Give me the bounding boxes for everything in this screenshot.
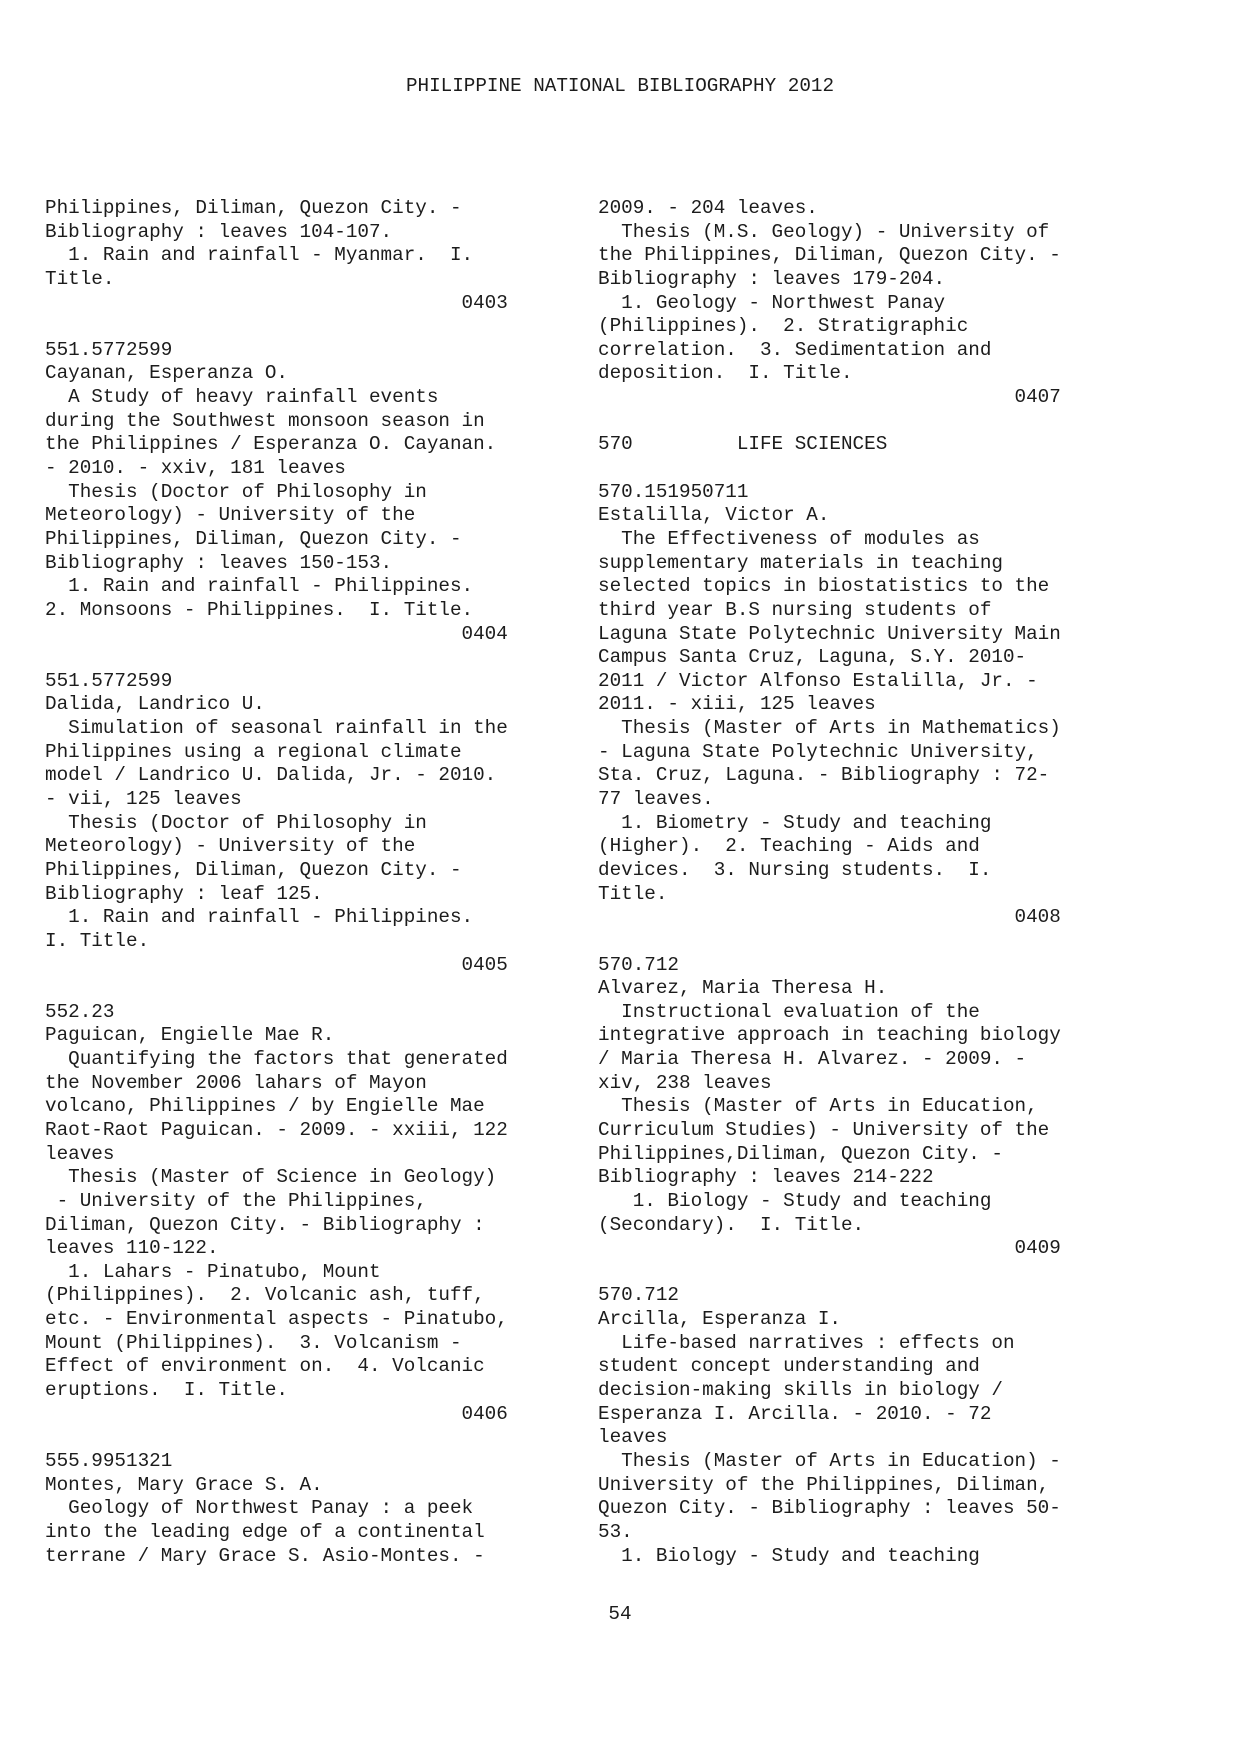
text-line: 77 leaves. bbox=[598, 788, 714, 811]
text-line: Thesis (M.S. Geology) - University of bbox=[598, 220, 1050, 243]
text-line: 0405 bbox=[45, 953, 508, 976]
text-line: devices. 3. Nursing students. I. bbox=[598, 858, 992, 881]
text-line: volcano, Philippines / by Engielle Mae bbox=[45, 1095, 485, 1118]
text-line: - vii, 125 leaves bbox=[45, 788, 242, 811]
text-line: third year B.S nursing students of bbox=[598, 598, 992, 621]
text-line: 1. Biometry - Study and teaching bbox=[598, 811, 992, 834]
text-line: terrane / Mary Grace S. Asio-Montes. - bbox=[45, 1544, 485, 1567]
text-line: 2011. - xiii, 125 leaves bbox=[598, 693, 876, 716]
text-line: I. Title. bbox=[45, 929, 150, 952]
text-line: 0403 bbox=[45, 291, 508, 314]
text-line: Thesis (Master of Arts in Mathematics) bbox=[598, 717, 1061, 740]
text-line: The Effectiveness of modules as bbox=[598, 527, 980, 550]
text-line: Esperanza I. Arcilla. - 2010. - 72 bbox=[598, 1402, 992, 1425]
text-line: Bibliography : leaves 104-107. bbox=[45, 220, 393, 243]
text-line: Bibliography : leaves 214-222 bbox=[598, 1166, 934, 1189]
text-line: Philippines, Diliman, Quezon City. - bbox=[45, 527, 462, 550]
text-line: eruptions. I. Title. bbox=[45, 1379, 288, 1402]
text-line: 551.5772599 bbox=[45, 669, 173, 692]
text-line: integrative approach in teaching biology bbox=[598, 1024, 1061, 1047]
text-line: Laguna State Polytechnic University Main bbox=[598, 622, 1061, 645]
text-line: selected topics in biostatistics to the bbox=[598, 575, 1050, 598]
text-line: Sta. Cruz, Laguna. - Bibliography : 72- bbox=[598, 764, 1050, 787]
text-line: (Philippines). 2. Stratigraphic bbox=[598, 315, 969, 338]
text-line: Bibliography : leaves 150-153. bbox=[45, 551, 393, 574]
text-line: 2011 / Victor Alfonso Estalilla, Jr. - bbox=[598, 669, 1038, 692]
text-line: leaves bbox=[45, 1142, 115, 1165]
text-line: Cayanan, Esperanza O. bbox=[45, 362, 288, 385]
text-line bbox=[45, 315, 565, 339]
text-line: etc. - Environmental aspects - Pinatubo, bbox=[45, 1308, 508, 1331]
text-line: 0404 bbox=[45, 622, 508, 645]
text-line: Instructional evaluation of the bbox=[598, 1000, 980, 1023]
text-line: Thesis (Master of Arts in Education, bbox=[598, 1095, 1038, 1118]
text-line bbox=[598, 1261, 1118, 1285]
text-line: leaves 110-122. bbox=[45, 1237, 219, 1260]
text-line: xiv, 238 leaves bbox=[598, 1071, 772, 1094]
text-line: supplementary materials in teaching bbox=[598, 551, 1003, 574]
left-column bbox=[45, 197, 565, 1568]
text-line: 0409 bbox=[598, 1237, 1061, 1260]
text-line: Alvarez, Maria Theresa H. bbox=[598, 977, 888, 1000]
text-line: 1. Biology - Study and teaching bbox=[598, 1189, 992, 1212]
page-number: 54 bbox=[608, 1603, 632, 1625]
text-line bbox=[45, 1426, 565, 1450]
text-line: Campus Santa Cruz, Laguna, S.Y. 2010- bbox=[598, 646, 1027, 669]
text-line: Thesis (Master of Science in Geology) bbox=[45, 1166, 497, 1189]
text-line: decision-making skills in biology / bbox=[598, 1379, 1003, 1402]
text-line: 1. Biology - Study and teaching bbox=[598, 1544, 980, 1567]
text-line bbox=[598, 457, 1118, 481]
text-line bbox=[598, 930, 1118, 954]
text-line: the Philippines, Diliman, Quezon City. - bbox=[598, 244, 1061, 267]
text-line: Philippines, Diliman, Quezon City. - bbox=[45, 858, 462, 881]
text-line: Geology of Northwest Panay : a peek bbox=[45, 1497, 474, 1520]
text-line: 551.5772599 bbox=[45, 338, 173, 361]
text-line: Title. bbox=[598, 882, 668, 905]
text-line: Raot-Raot Paguican. - 2009. - xxiii, 122 bbox=[45, 1118, 508, 1141]
text-line: (Higher). 2. Teaching - Aids and bbox=[598, 835, 980, 858]
text-line: - University of the Philippines, bbox=[45, 1189, 427, 1212]
text-line: - 2010. - xxiv, 181 leaves bbox=[45, 457, 346, 480]
text-line: 570.712 bbox=[598, 1284, 679, 1307]
text-line: Meteorology) - University of the bbox=[45, 835, 416, 858]
text-line: (Philippines). 2. Volcanic ash, tuff, bbox=[45, 1284, 485, 1307]
text-line: correlation. 3. Sedimentation and bbox=[598, 338, 992, 361]
text-line: Montes, Mary Grace S. A. bbox=[45, 1473, 323, 1496]
text-line: 570 LIFE SCIENCES bbox=[598, 433, 888, 456]
text-line: Thesis (Master of Arts in Education) - bbox=[598, 1449, 1061, 1472]
text-line: Philippines, Diliman, Quezon City. - bbox=[45, 197, 462, 219]
text-line: Dalida, Landrico U. bbox=[45, 693, 265, 716]
text-line: 570.151950711 bbox=[598, 480, 749, 503]
text-line: the Philippines / Esperanza O. Cayanan. bbox=[45, 433, 497, 456]
text-line: University of the Philippines, Diliman, bbox=[598, 1473, 1050, 1496]
text-line: Thesis (Doctor of Philosophy in bbox=[45, 480, 427, 503]
text-line bbox=[598, 410, 1118, 434]
text-line: Estalilla, Victor A. bbox=[598, 504, 830, 527]
text-line: 2. Monsoons - Philippines. I. Title. bbox=[45, 598, 474, 621]
text-line: Quezon City. - Bibliography : leaves 50- bbox=[598, 1497, 1061, 1520]
text-line: 1. Rain and rainfall - Myanmar. I. bbox=[45, 244, 474, 267]
text-line: Meteorology) - University of the bbox=[45, 504, 416, 527]
text-line: 2009. - 204 leaves. bbox=[598, 197, 818, 219]
text-line: 570.712 bbox=[598, 953, 679, 976]
text-line: Philippines,Diliman, Quezon City. - bbox=[598, 1142, 1003, 1165]
text-line: into the leading edge of a continental bbox=[45, 1520, 485, 1543]
text-line bbox=[45, 977, 565, 1001]
text-line: Diliman, Quezon City. - Bibliography : bbox=[45, 1213, 485, 1236]
text-line: Bibliography : leaves 179-204. bbox=[598, 267, 946, 290]
right-column bbox=[598, 197, 1118, 1568]
text-line: Arcilla, Esperanza I. bbox=[598, 1308, 841, 1331]
text-line: Philippines using a regional climate bbox=[45, 740, 462, 763]
text-line: 53. bbox=[598, 1520, 633, 1543]
text-line: (Secondary). I. Title. bbox=[598, 1213, 865, 1236]
text-line: Life-based narratives : effects on bbox=[598, 1331, 1015, 1354]
text-line: Mount (Philippines). 3. Volcanism - bbox=[45, 1331, 462, 1354]
text-line: model / Landrico U. Dalida, Jr. - 2010. bbox=[45, 764, 497, 787]
text-line: leaves bbox=[598, 1426, 668, 1449]
text-line: 1. Rain and rainfall - Philippines. bbox=[45, 906, 474, 929]
text-line: 555.9951321 bbox=[45, 1449, 173, 1472]
text-line: deposition. I. Title. bbox=[598, 362, 853, 385]
text-line: Title. bbox=[45, 267, 115, 290]
text-line: Paguican, Engielle Mae R. bbox=[45, 1024, 335, 1047]
text-line: 1. Lahars - Pinatubo, Mount bbox=[45, 1260, 381, 1283]
text-line: Quantifying the factors that generated bbox=[45, 1048, 508, 1071]
text-line: during the Southwest monsoon season in bbox=[45, 409, 485, 432]
text-line: - Laguna State Polytechnic University, bbox=[598, 740, 1038, 763]
text-line: Bibliography : leaf 125. bbox=[45, 882, 323, 905]
text-line: / Maria Theresa H. Alvarez. - 2009. - bbox=[598, 1048, 1027, 1071]
text-line bbox=[45, 646, 565, 670]
text-line: 1. Geology - Northwest Panay bbox=[598, 291, 946, 314]
text-line: the November 2006 lahars of Mayon bbox=[45, 1071, 427, 1094]
text-line: student concept understanding and bbox=[598, 1355, 980, 1378]
text-line: 0406 bbox=[45, 1402, 508, 1425]
text-line: 0407 bbox=[598, 386, 1061, 409]
text-line: Curriculum Studies) - University of the bbox=[598, 1118, 1050, 1141]
page-header-title: PHILIPPINE NATIONAL BIBLIOGRAPHY 2012 bbox=[405, 75, 835, 97]
text-line: Thesis (Doctor of Philosophy in bbox=[45, 811, 427, 834]
text-line: Effect of environment on. 4. Volcanic bbox=[45, 1355, 485, 1378]
text-line: 1. Rain and rainfall - Philippines. bbox=[45, 575, 474, 598]
text-line: 0408 bbox=[598, 906, 1061, 929]
text-line: 552.23 bbox=[45, 1000, 115, 1023]
text-line: Simulation of seasonal rainfall in the bbox=[45, 717, 508, 740]
text-line: A Study of heavy rainfall events bbox=[45, 386, 439, 409]
